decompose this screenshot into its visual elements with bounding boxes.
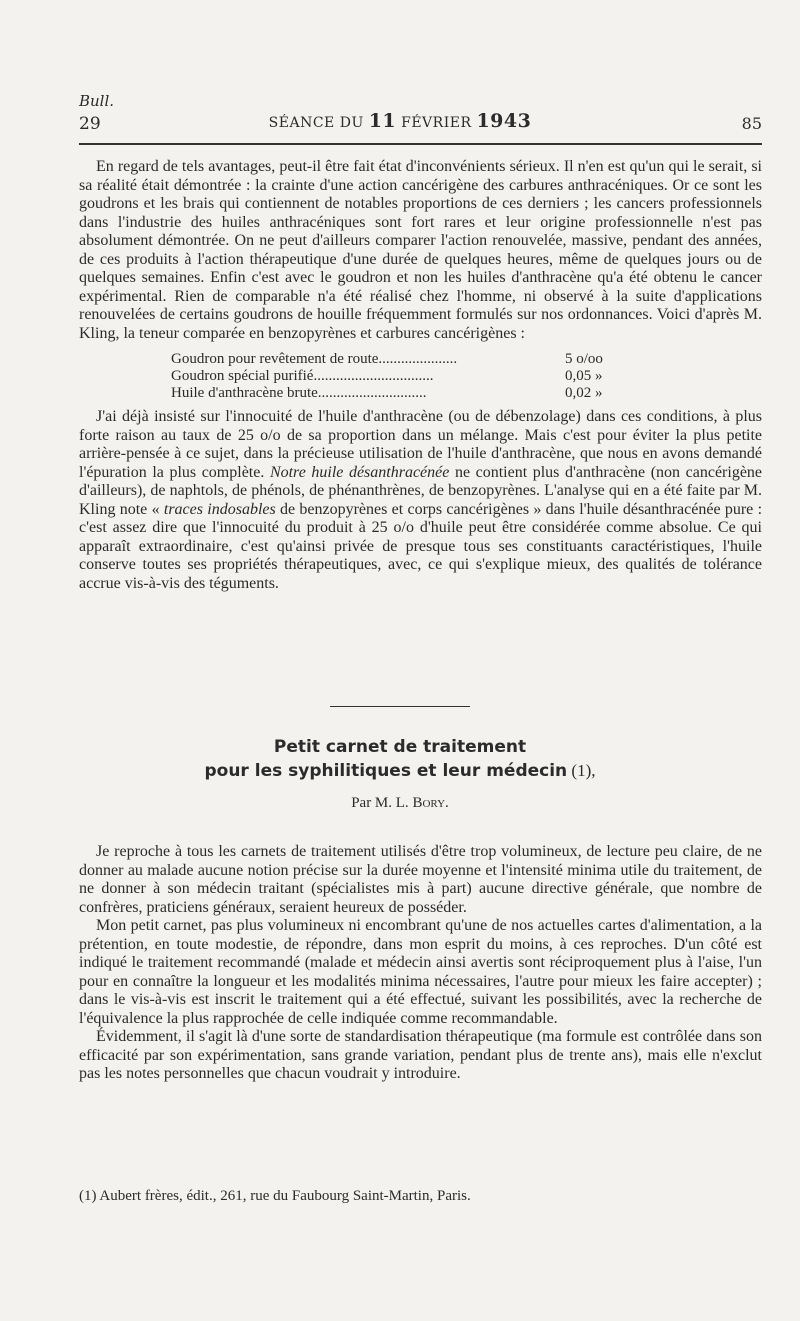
article-title xyxy=(0,736,800,783)
author-name: Bory. xyxy=(412,795,449,811)
article-title-text: pour les syphilitiques et leur médecin xyxy=(204,761,568,781)
footnote: (1) Aubert frères, édit., 261, rue du Faubourg Saint-Martin, Paris. xyxy=(79,1188,471,1204)
article-title-line-2 xyxy=(0,759,800,783)
table-row-label: Huile d'anthracène brute............................. xyxy=(171,385,427,401)
section-divider xyxy=(330,706,470,707)
running-header xyxy=(0,110,800,132)
italic-text: traces indosables xyxy=(163,500,276,518)
paragraph: En regard de tels avantages, peut-il être fait état d'inconvénients sérieux. Il n'en est qu'un qui le serait, si sa réalité était démontrée : la crainte d'une action cancérigène des carbures anthracéniques. Or ce sont les goudrons et les brais qui contiennent de notables proportions de ces derniers ; les cancers professionnels dans l'industrie des huiles anthracéniques sont fort rares et leur origine professionnelle n'est pas absolument démontrée. On ne peut d'ailleurs comparer l'action renouvelée, massive, pendant des années, de ces produits à l'action thérapeutique d'une durée de quelques heures, même de quelques jours ou de quelques semaines. Enfin c'est avec le goudron et non les huiles d'anthracène qu'a été obtenu le cancer expérimental. Rien de comparable n'a été réalisé chez l'homme, ni observé à la suite d'applications renouvelées de certains goudrons de houille fréquemment formulés sur nos ordonnances. Voici d'après M. Kling, la teneur comparée en benzopyrènes et carbures cancérigènes : xyxy=(79,158,762,342)
table-row xyxy=(171,368,762,385)
volume-number: 29 xyxy=(79,114,101,134)
carcinogen-table xyxy=(171,351,762,402)
table-row-value: 0,05 » xyxy=(565,368,603,384)
table-row-label: Goudron spécial purifié................................ xyxy=(171,368,434,384)
author-prefix: Par M. L. xyxy=(351,795,413,811)
table-row xyxy=(171,351,762,368)
paragraph: Évidemment, il s'agit là d'une sorte de standardisation thérapeutique (ma formule est contrôlée dans son efficacité par son expérimentation, sans grande variation, pendant plus de trente ans), mais elle n'exclut pas les notes personnelles que chacun voudrait y introduire. xyxy=(79,1028,762,1082)
journal-abbrev: Bull. xyxy=(79,92,115,110)
header-divider xyxy=(79,143,762,145)
article-title-line-1: Petit carnet de traitement xyxy=(273,737,527,757)
table-row-value: 0,02 » xyxy=(565,385,603,401)
seance-year: 1943 xyxy=(476,110,532,132)
paragraph-text: J'ai déjà insisté sur l'innocuité de l'huile d'anthracène (ou de débenzolage) dans ces conditions, à plus forte raison au taux de 25 o/o de sa proportion dans un mélange. Mais c'est pour éviter la plus petite arrière-pensée à ce sujet, dans la précieuse utilisation de l'huile d'anthracène, que nous en avons demandé l'épuration la plus complète. xyxy=(79,408,762,481)
paragraph xyxy=(79,408,762,593)
section-1-body xyxy=(79,158,762,593)
paragraph-text: ne contient plus d'anthracène (non cancérigène d'ailleurs), de naphtols, de phénols, de phénanthrènes, de benzopyrènes. L'analyse qui en a été faite par M. Kling note « xyxy=(79,463,763,518)
page-number: 85 xyxy=(741,114,762,133)
table-row-label: Goudron pour revêtement de route..................... xyxy=(171,351,458,367)
italic-text: Notre huile désanthracénée xyxy=(269,463,450,481)
seance-prefix: SÉANCE DU xyxy=(268,115,369,131)
seance-day: 11 xyxy=(368,110,397,132)
table-row-value: 5 o/oo xyxy=(565,351,603,367)
seance-month: FÉVRIER xyxy=(396,115,477,131)
paragraph: Mon petit carnet, pas plus volumineux ni encombrant qu'une de nos actuelles cartes d'alimentation, a la prétention, en toute modestie, de répondre, dans mon esprit du moins, à ces reproches. D'un côté est indiqué le traitement recommandé (malade et médecin ainsi avertis sont réciproquement plus à l'aise, l'un pour en connaître la longueur et les modalités minima nécessaires, l'autre pour mieux les faire accepter) ; dans le vis-à-vis est inscrit le traitement qui a été effectué, suivant les possibilités, avec la recherche de l'équivalence la plus rapprochée de celle indiquée comme recommandable. xyxy=(79,917,762,1027)
table-row xyxy=(171,385,762,402)
article-author xyxy=(0,795,800,812)
section-2-body xyxy=(79,843,762,1084)
paragraph-text: de benzopyrènes et corps cancérigènes » dans l'huile désanthracénée pure : c'est assez dire que l'innocuité du produit à 25 o/o d'huile peut être considérée comme absolue. Ce qui apparaît extraordinaire, c'est qu'ainsi privée de presque tous ses constituants caractéristiques, l'huile conserve toutes ses propriétés thérapeutiques, avec, ce qui s'explique mieux, des qualités de tolérance accrue vis-à-vis des téguments. xyxy=(79,500,763,592)
footnote-ref: (1), xyxy=(567,761,596,780)
paragraph: Je reproche à tous les carnets de traitement utilisés d'être trop volumineux, de lecture peu claire, de ne donner au malade aucune notion précise sur la durée moyenne et l'intensité minima utile du traitement, de ne donner à son médecin traitant (spécialistes mis à part) aucune directive générale, que nombre de confrères, praticiens généraux, seraient heureux de posséder. xyxy=(79,843,762,916)
